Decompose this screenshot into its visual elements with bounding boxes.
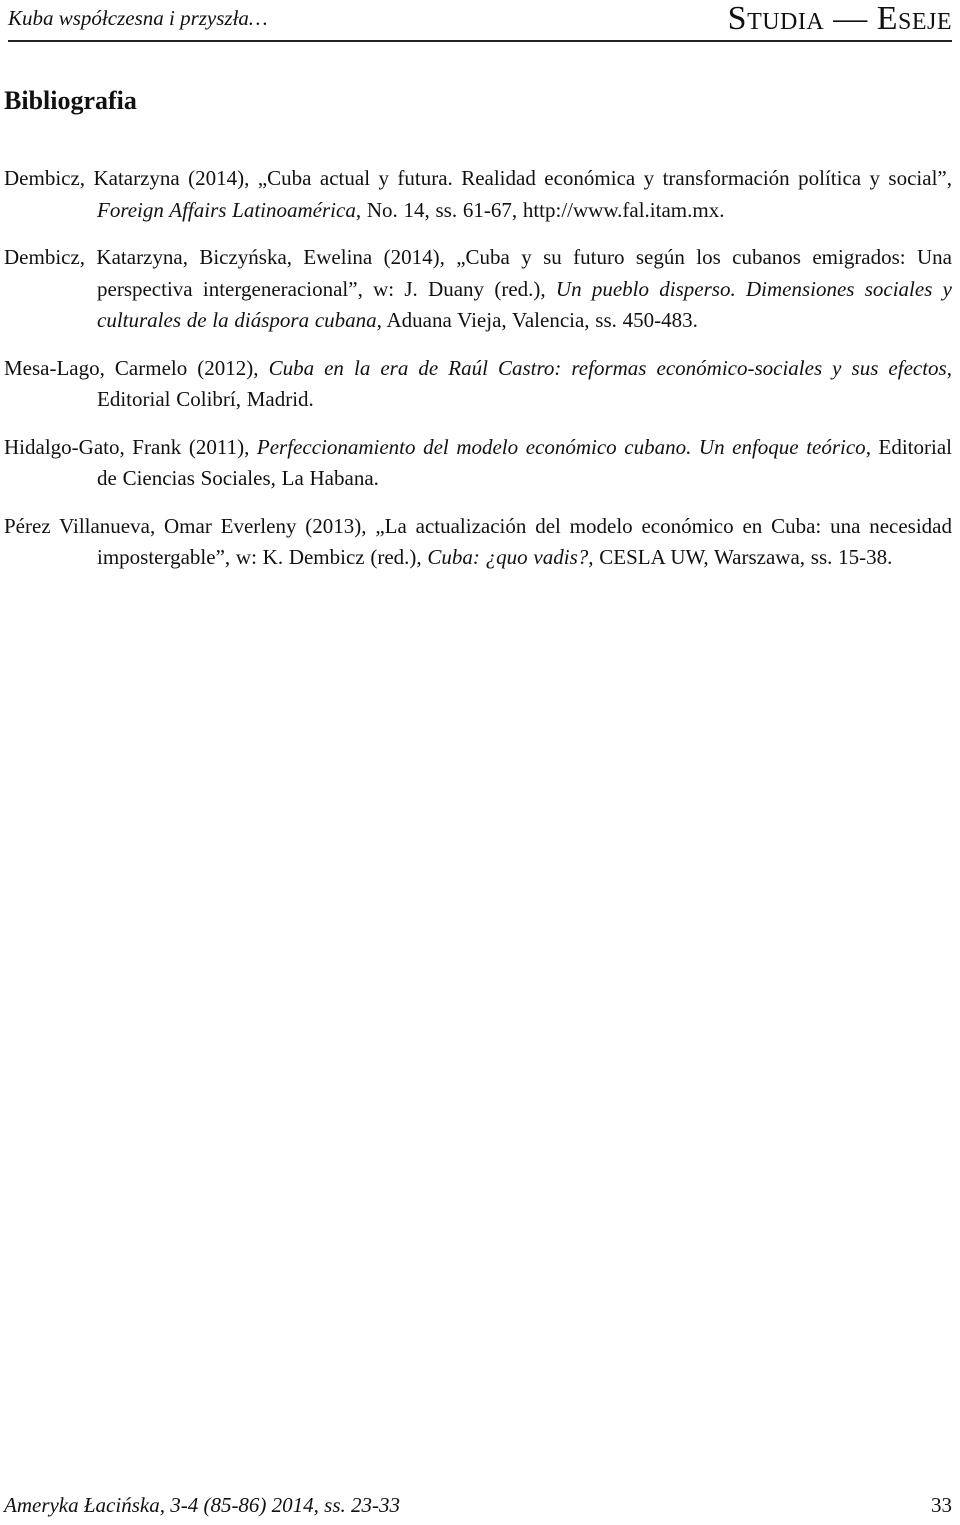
bibliography-entry <box>4 242 952 337</box>
page-number: 33 <box>931 1493 952 1517</box>
bibliography-entry <box>4 511 952 574</box>
section-title: Bibliografia <box>4 86 137 115</box>
footer-journal-citation: Ameryka Łacińska, 3-4 (85-86) 2014, ss. 23-33 <box>4 1493 401 1517</box>
entry-title: Perfeccionamiento del modelo económico cubano. Un enfoque teórico <box>256 434 866 459</box>
bibliography-entry <box>4 432 952 495</box>
header-section-part2: Eseje <box>876 0 952 37</box>
header-title: Kuba współczesna i przyszła… <box>8 6 268 30</box>
bibliography-entry <box>4 353 952 416</box>
entry-text: , No. 14, ss. 61-67, http://www.fal.itam.mx. <box>355 197 725 222</box>
entry-text: , Editorial Colibrí, Madrid. <box>97 355 952 411</box>
entry-text: , Editorial de Ciencias Sociales, La Habana. <box>97 434 952 490</box>
header-section-part1: Studia <box>727 0 825 37</box>
entry-text: Dembicz, Katarzyna, Biczyńska, Ewelina (2014), „Cuba y su futuro según los cubanos emigrados: Una perspectiva intergeneracional”, w: J. Duany (red.), <box>4 245 952 301</box>
entry-title: Foreign Affairs Latinoamérica <box>97 197 356 222</box>
header-section-label <box>728 0 952 38</box>
header-section-dash: — <box>824 0 877 37</box>
entry-text: Dembicz, Katarzyna (2014), „Cuba actual y futura. Realidad económica y transformación política y social”, <box>4 166 952 190</box>
entry-text: , CESLA UW, Warszawa, ss. 15-38. <box>588 545 893 569</box>
bibliography-entry <box>4 163 952 226</box>
entry-title: Cuba en la era de Raúl Castro: reformas económico-sociales y sus efectos <box>268 355 947 380</box>
entry-title: Cuba: ¿quo vadis? <box>427 545 589 569</box>
entry-text: , Aduana Vieja, Valencia, ss. 450-483. <box>376 308 698 332</box>
bibliography-list <box>4 163 952 590</box>
entry-text: Pérez Villanueva, Omar Everleny (2013), „La actualización del modelo económico en Cuba: una necesidad impostergable”, w: K. Dembicz (red.), <box>4 513 952 569</box>
entry-title: Un pueblo disperso. Dimensiones sociales y culturales de la diáspora cubana <box>97 276 952 332</box>
running-header <box>8 0 952 42</box>
running-footer <box>4 1493 952 1523</box>
entry-text: Mesa-Lago, Carmelo (2012), <box>4 355 269 380</box>
entry-text: Hidalgo-Gato, Frank (2011), <box>4 434 257 459</box>
